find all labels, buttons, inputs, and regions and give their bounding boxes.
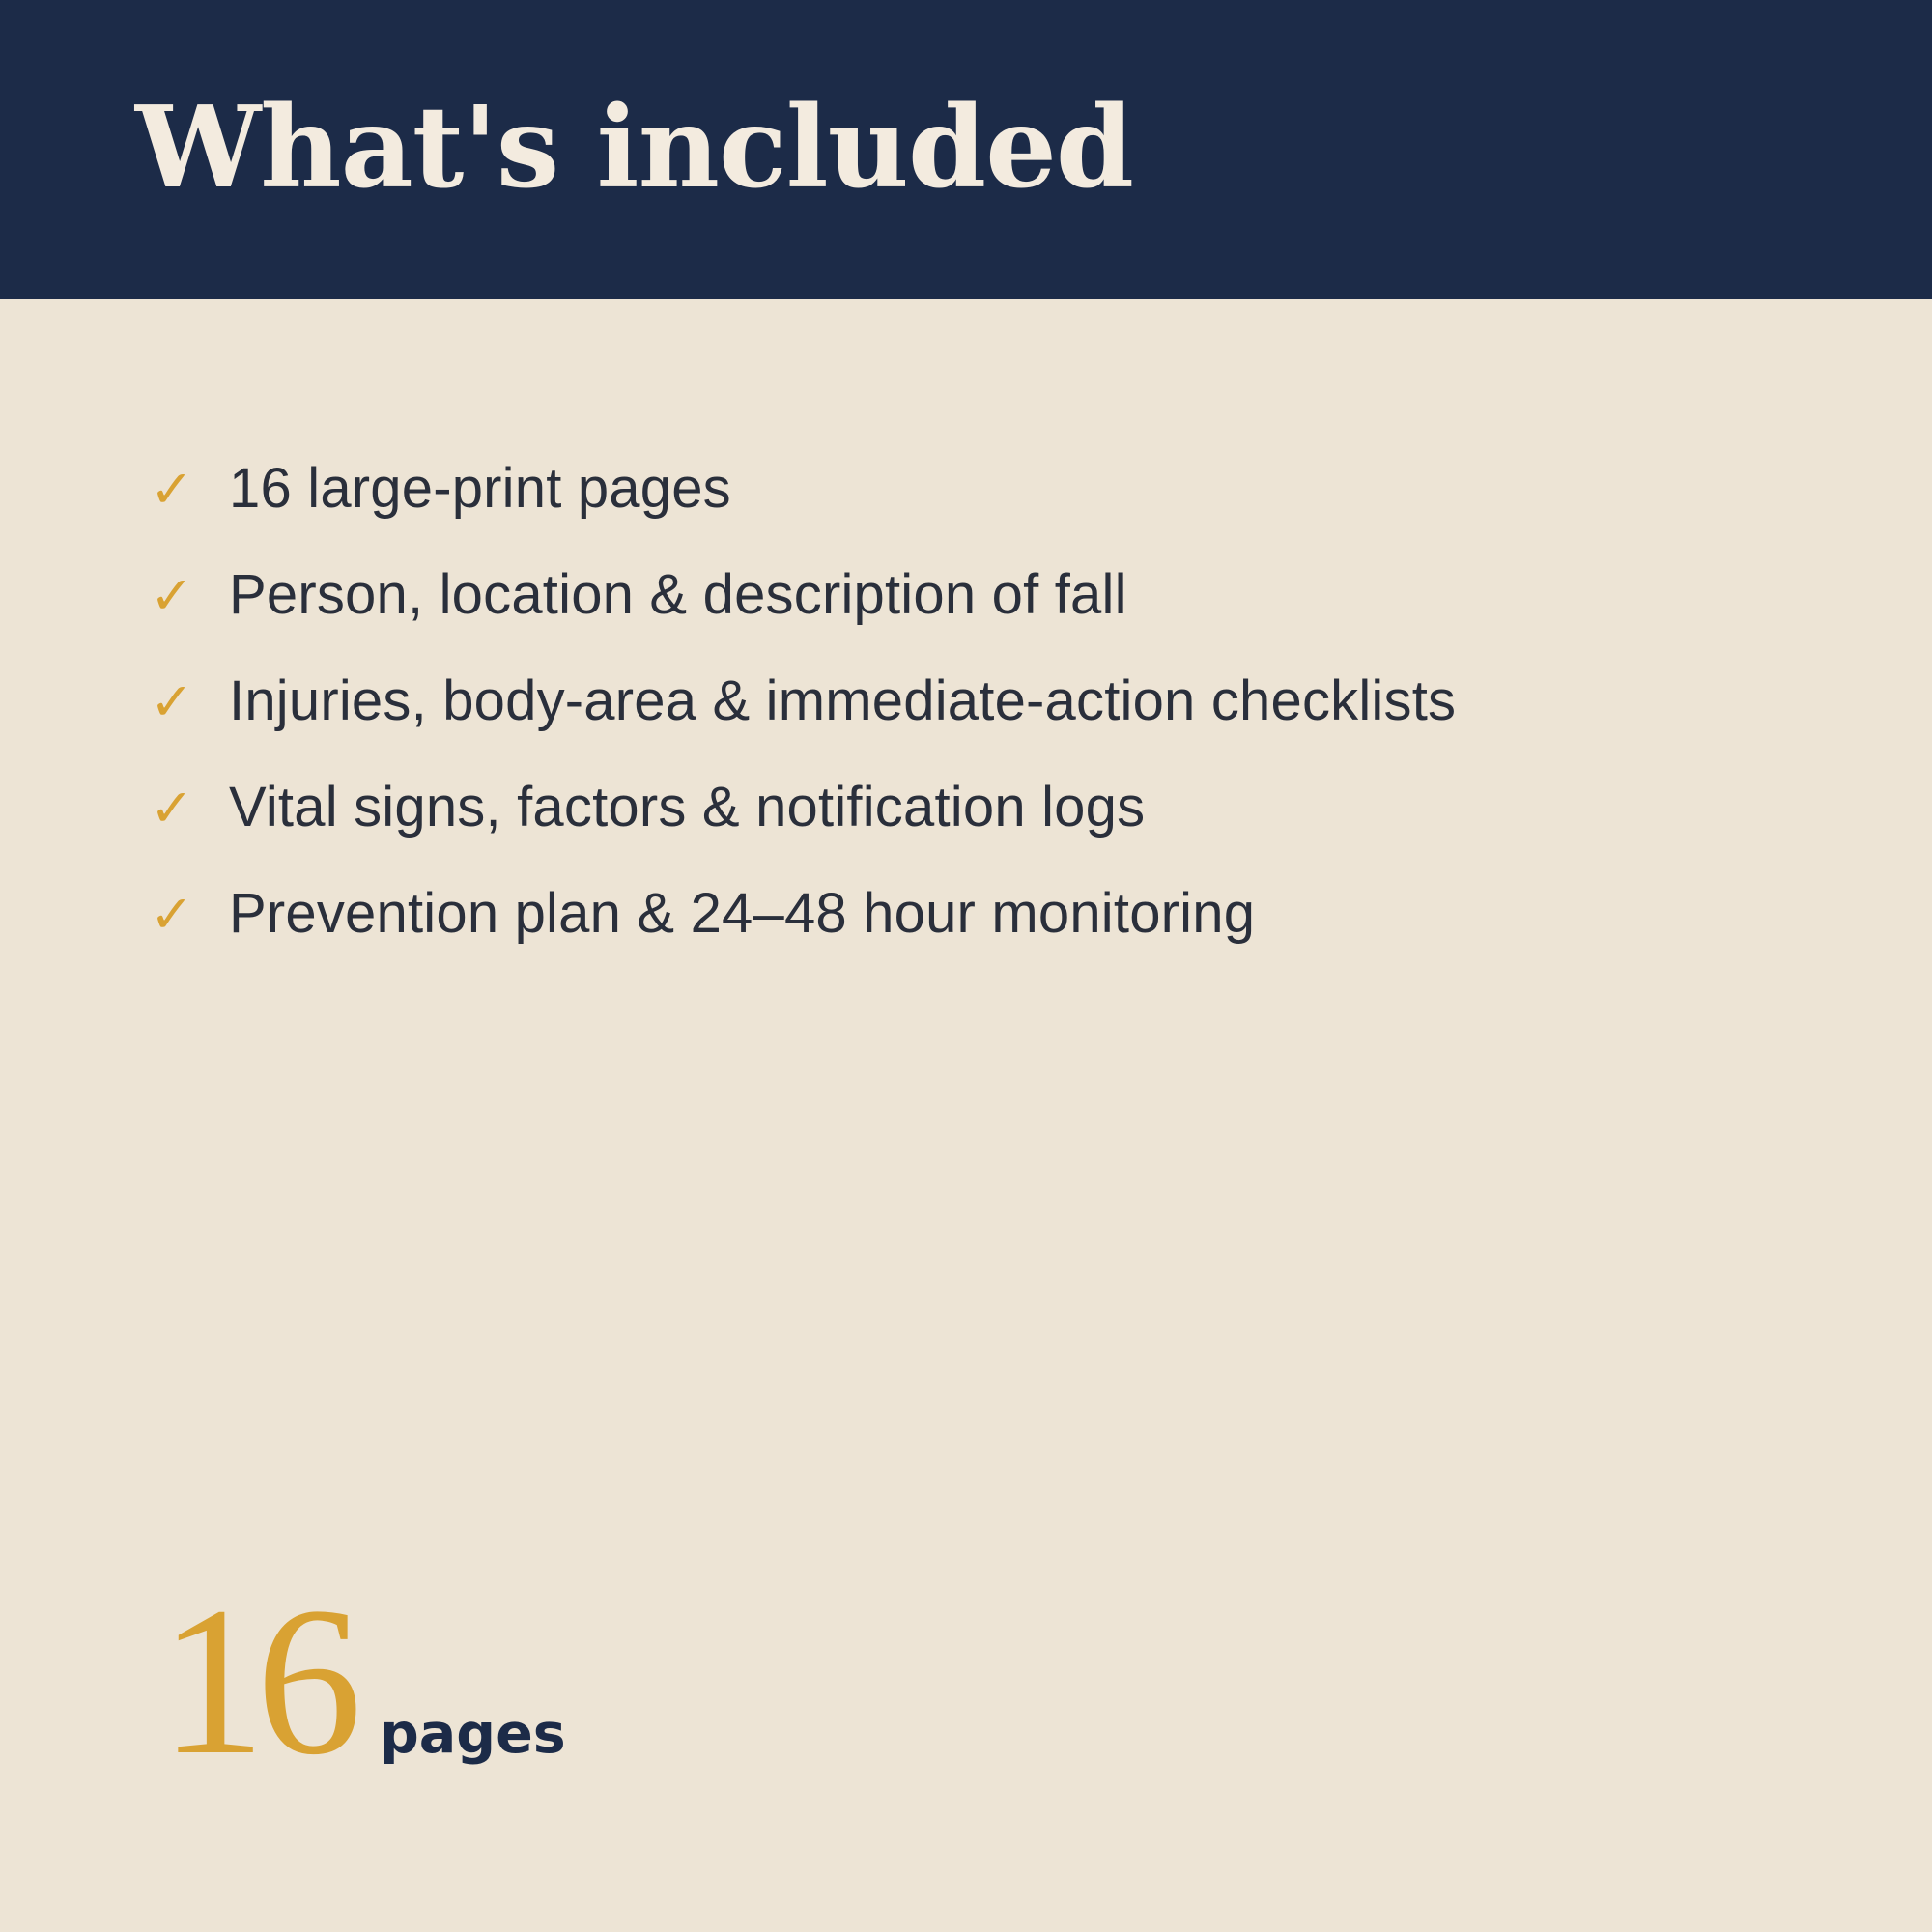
list-item xyxy=(150,435,1869,541)
check-icon: ✓ xyxy=(150,565,194,626)
list-item xyxy=(150,541,1869,647)
feature-list xyxy=(150,435,1869,966)
page-count xyxy=(159,1563,566,1799)
check-icon: ✓ xyxy=(150,884,194,945)
feature-text: Vital signs, factors & notification logs xyxy=(229,775,1146,838)
page-title: What's included xyxy=(135,82,1134,213)
check-icon: ✓ xyxy=(150,459,194,520)
page-count-label: pages xyxy=(380,1702,566,1766)
list-item xyxy=(150,753,1869,860)
feature-text: Person, location & description of fall xyxy=(229,562,1127,626)
list-item xyxy=(150,647,1869,753)
page-count-number: 16 xyxy=(159,1563,353,1799)
feature-text: Injuries, body-area & immediate-action checklists xyxy=(229,668,1457,732)
list-item xyxy=(150,860,1869,966)
header-banner xyxy=(0,0,1932,299)
check-icon: ✓ xyxy=(150,671,194,732)
feature-text: 16 large-print pages xyxy=(229,456,731,520)
check-icon: ✓ xyxy=(150,778,194,838)
feature-text: Prevention plan & 24–48 hour monitoring xyxy=(229,881,1256,945)
